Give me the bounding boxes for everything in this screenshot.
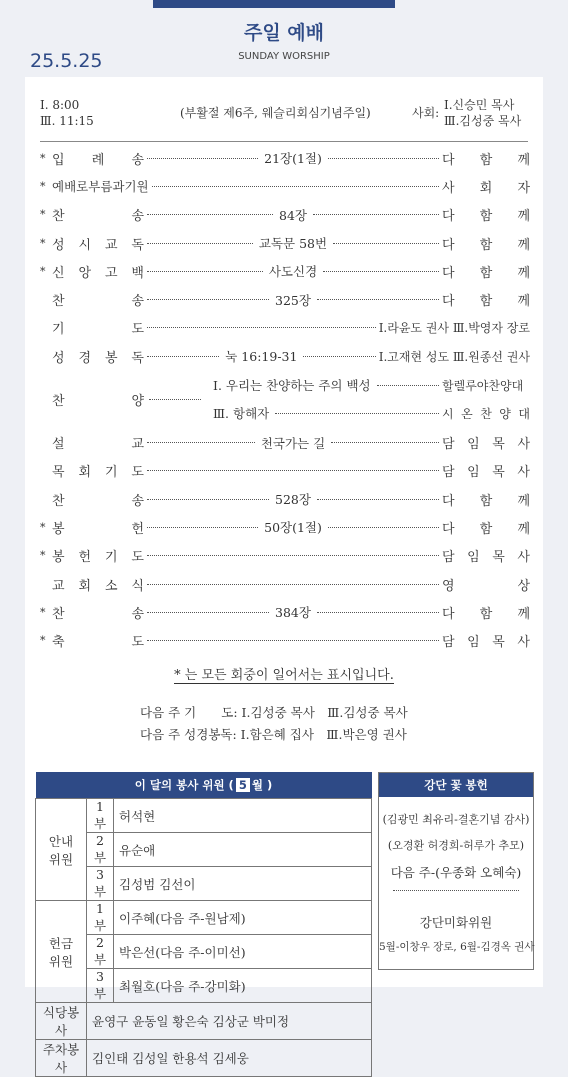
leader-dots [317, 612, 439, 613]
flower-committee: 5월-이창우 장로, 6월-김경옥 권사 [379, 941, 535, 953]
flowers-divider [393, 890, 519, 891]
leader-dots [147, 527, 258, 528]
leader-dots [147, 555, 439, 556]
order-item-performer: 담 임 목 사 [442, 635, 530, 651]
servant-category: 주차봉사 [36, 1040, 87, 1077]
monthly-servants-table [35, 772, 372, 1077]
servant-row [36, 833, 372, 867]
anthem-title: Ⅲ. 항해자 [213, 406, 270, 422]
presider-3: Ⅲ.김성중 목사 [444, 114, 522, 128]
order-item-name: 찬 송 [52, 606, 144, 622]
leader-dots [333, 243, 439, 244]
order-item-performer: 다 함 께 [442, 493, 530, 509]
leader-dots [147, 499, 269, 500]
order-item-value: 84장 [279, 207, 307, 223]
order-row [40, 542, 530, 570]
anthem-performer: 시 온 찬 양 대 [442, 406, 530, 421]
order-row [40, 598, 530, 626]
flower-committee-label: 강단미화위원 [419, 915, 493, 930]
order-item-value: 눅 16:19-31 [225, 349, 298, 365]
leader-dots [147, 327, 376, 328]
order-item-value: 천국가는 길 [260, 435, 326, 451]
leader-dots [328, 158, 439, 159]
next-reading-names: Ⅰ.함은혜 집사 Ⅲ.박은영 권사 [240, 727, 407, 742]
order-row [40, 172, 530, 200]
leader-dots [317, 499, 439, 500]
order-row [40, 201, 530, 229]
presider-label: 사회: [412, 106, 440, 120]
anthem-title: Ⅰ. 우리는 찬양하는 주의 백성 [213, 378, 371, 394]
order-row [40, 457, 530, 485]
service-time-1: Ⅰ. 8:00 [40, 98, 80, 112]
servant-names: 유순애 [114, 833, 372, 867]
order-item-name: 봉 헌 [52, 521, 144, 537]
anthem-line [150, 400, 530, 426]
order-item-name: 예 배 로 부 름 과 기 원 [52, 179, 149, 195]
servant-names: 박은선(다음 주-이미선) [114, 935, 372, 969]
order-item-performer: 다 함 께 [442, 294, 530, 310]
altar-flowers-box [378, 772, 534, 970]
order-item-name: 목 회 기 도 [52, 465, 144, 481]
order-item-performer: 담 임 목 사 [442, 437, 530, 453]
servant-row [36, 867, 372, 901]
page-subtitle: SUNDAY WORSHIP [238, 51, 330, 62]
servant-service-part: 1부 [87, 799, 114, 833]
order-item-value: 사도신경 [268, 264, 318, 280]
servant-category: 헌금 위원 [36, 901, 87, 1003]
stand-marker: * [40, 549, 46, 563]
flowers-line-1: (김광민 최유리-결혼기념 감사) [382, 813, 530, 826]
servant-service-part: 2부 [87, 935, 114, 969]
order-of-worship [40, 144, 530, 655]
order-row [40, 257, 530, 285]
standing-note: * 는 모든 회중이 일어서는 표시입니다. [174, 668, 394, 683]
leader-dots [152, 186, 439, 187]
stand-marker: * [40, 264, 46, 278]
leader-dots [147, 299, 269, 300]
order-row [40, 485, 530, 513]
servant-service-part: 1부 [87, 901, 114, 935]
leader-dots [147, 470, 439, 471]
order-item-performer: 담 임 목 사 [442, 465, 530, 481]
leader-dots [331, 442, 439, 443]
order-item-performer: 영 상 [442, 578, 530, 594]
servant-names: 김성범 김선이 [114, 867, 372, 901]
stand-marker: * [40, 634, 46, 648]
order-row [40, 626, 530, 654]
leader-dots [317, 299, 439, 300]
stand-marker: * [40, 179, 46, 193]
servant-row [36, 969, 372, 1003]
presiders [444, 97, 521, 129]
next-week-prayer [140, 702, 408, 723]
order-item-performer: 다 함 께 [442, 606, 530, 622]
order-item-value: 528장 [275, 492, 311, 508]
stand-marker: * [40, 236, 46, 250]
stand-marker: * [40, 520, 46, 534]
order-item-performer: 담 임 목 사 [442, 550, 530, 566]
occasion: (부활절 제6주, 웨슬리회심기념주일) [180, 106, 371, 120]
order-item-performer: Ⅰ.라윤도 권사 Ⅲ.박영자 장로 [378, 321, 530, 336]
servant-names: 김인태 김성일 한용석 김세웅 [87, 1040, 372, 1077]
order-item-name: 축 도 [52, 635, 144, 651]
order-item-performer: 다 함 께 [442, 237, 530, 253]
order-row [40, 428, 530, 456]
next-week-reading [140, 724, 407, 745]
leader-dots [147, 640, 439, 641]
order-row [40, 285, 530, 313]
servant-category: 안내 위원 [36, 799, 87, 901]
page-title: 주일 예배 [243, 22, 325, 44]
service-time-3: Ⅲ. 11:15 [40, 114, 94, 128]
servant-names: 윤영구 윤동일 황은숙 김상군 박미정 [87, 1003, 372, 1040]
presider-1: Ⅰ.신승민 목사 [444, 98, 515, 112]
order-item-name: 신 앙 고 백 [52, 265, 144, 281]
servant-row [36, 799, 372, 833]
order-item-name: 찬 양 [52, 393, 144, 409]
leader-dots [323, 271, 439, 272]
order-item-name: 입 례 송 [52, 152, 144, 168]
stand-marker: * [40, 208, 46, 222]
leader-dots [147, 612, 269, 613]
servant-row [36, 901, 372, 935]
servant-category: 식당봉사 [36, 1003, 87, 1040]
service-date: 25.5.25 [30, 50, 103, 72]
servant-names: 이주혜(다음 주-원남제) [114, 901, 372, 935]
order-item-name: 찬 송 [52, 209, 144, 225]
order-item-name: 성 시 교 독 [52, 237, 144, 253]
anthem-performer: 할 렐 루 야 찬 양 대 [442, 378, 524, 393]
order-item-performer: 사 회 자 [442, 180, 530, 196]
flowers-next-week: 다음 주-(우종화 오혜숙) [390, 865, 522, 880]
servants-month: 5 [236, 778, 250, 792]
order-item-name: 교 회 소 식 [52, 578, 144, 594]
flowers-line-2: (오경환 허경희-허루가 추모) [387, 839, 525, 852]
stand-marker: * [40, 605, 46, 619]
servant-service-part: 3부 [87, 969, 114, 1003]
next-prayer-names: Ⅰ.김성중 목사 Ⅲ.김성중 목사 [241, 705, 408, 720]
servants-table-header: 이 달의 봉사 위원 ( 5 월 ) [36, 772, 372, 799]
flowers-header: 강단 꽃 봉헌 [379, 773, 533, 797]
next-prayer-label: 다음 주 기 도: [140, 705, 238, 720]
service-times [40, 97, 94, 129]
servant-row [36, 1003, 372, 1040]
servant-names: 최월호(다음 주-강미화) [114, 969, 372, 1003]
order-row [40, 513, 530, 541]
order-item-performer: 다 함 께 [442, 265, 530, 281]
order-item-performer: 다 함 께 [442, 521, 531, 537]
order-item-name: 찬 송 [52, 294, 144, 310]
anthem-list [150, 370, 530, 428]
leader-dots [147, 442, 255, 443]
leader-dots [147, 584, 439, 585]
order-item-value: 50장(1절) [264, 520, 322, 536]
next-reading-label: 다음 주 성경봉독: [140, 727, 237, 742]
leader-dots [328, 527, 439, 528]
order-row [40, 370, 530, 428]
order-row [40, 570, 530, 598]
top-accent-bar [153, 0, 395, 8]
order-item-value: 21장(1절) [264, 151, 322, 167]
order-item-name: 성 경 봉 독 [52, 350, 144, 366]
order-item-performer: Ⅰ.고재현 성도 Ⅲ.원종선 권사 [378, 349, 531, 364]
servant-names: 허석현 [114, 799, 372, 833]
order-row [40, 229, 530, 257]
leader-dots [313, 214, 439, 215]
anthem-line [150, 372, 530, 398]
order-item-name: 찬 송 [52, 493, 144, 509]
order-item-name: 봉 헌 기 도 [52, 550, 144, 566]
order-item-name: 기 도 [52, 322, 144, 338]
order-item-name: 설 교 [52, 437, 144, 453]
servant-service-part: 3부 [87, 867, 114, 901]
order-item-value: 384장 [275, 605, 311, 621]
order-item-value: 교독문 58번 [258, 236, 328, 252]
leader-dots [147, 158, 258, 159]
header-divider [40, 141, 528, 142]
order-item-performer: 다 함 께 [442, 209, 531, 225]
leader-dots [147, 356, 219, 357]
leader-dots [147, 271, 263, 272]
leader-dots [147, 243, 253, 244]
leader-dots [147, 214, 273, 215]
servant-row [36, 1040, 372, 1077]
order-row [40, 144, 530, 172]
order-item-value: 325장 [275, 292, 311, 308]
stand-marker: * [40, 151, 46, 165]
servant-row [36, 935, 372, 969]
order-row [40, 314, 530, 342]
leader-dots [303, 356, 375, 357]
servant-service-part: 2부 [87, 833, 114, 867]
order-row [40, 342, 530, 370]
order-item-performer: 다 함 께 [442, 152, 531, 168]
